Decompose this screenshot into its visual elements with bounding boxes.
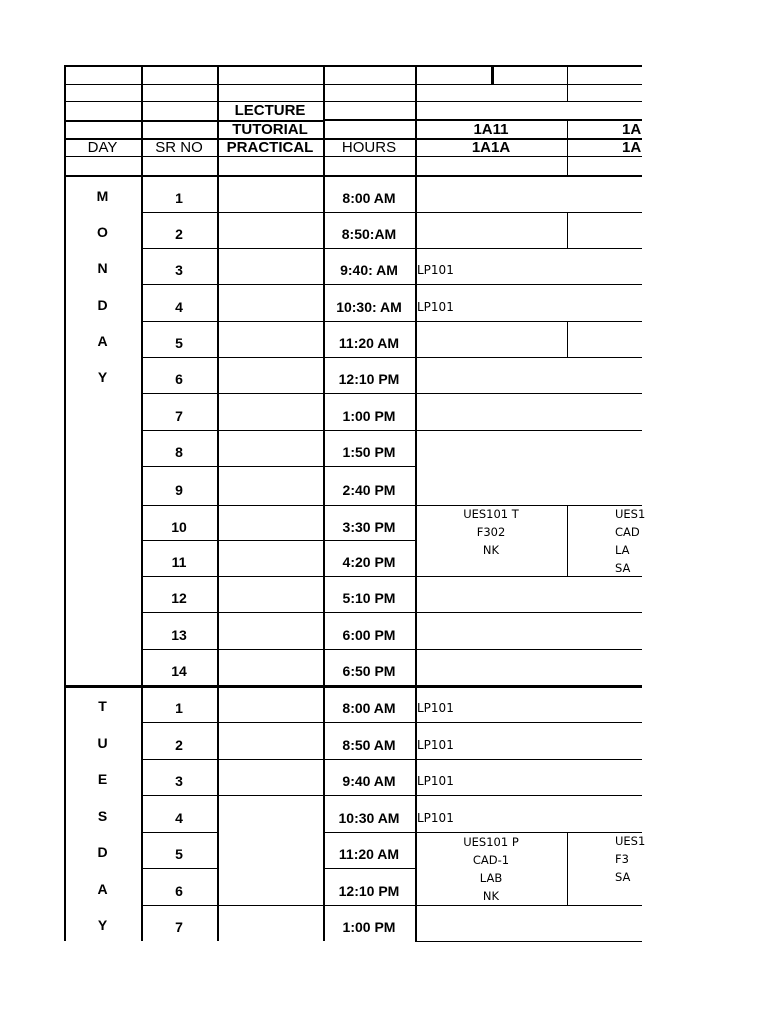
tuesday-letter: Y bbox=[97, 917, 108, 933]
tuesday-class-block-line: NK bbox=[482, 888, 500, 903]
period-time: 3:30 PM bbox=[342, 518, 396, 535]
row-divider bbox=[64, 101, 642, 102]
group-1-subgroup: 1A1A bbox=[471, 138, 511, 156]
monday-letter: A bbox=[97, 333, 108, 349]
period-number: 2 bbox=[175, 226, 183, 242]
period-number: 10 bbox=[171, 518, 187, 535]
monday-class-block-2-line: LA bbox=[615, 542, 630, 557]
period-time: 1:00 PM bbox=[342, 919, 396, 935]
monday-class-block-2-line: CAD bbox=[615, 524, 640, 539]
monday-letter: N bbox=[97, 260, 108, 276]
column-divider bbox=[567, 321, 568, 357]
period-number: 11 bbox=[171, 554, 187, 570]
period-number: 4 bbox=[175, 298, 183, 315]
row-divider bbox=[415, 941, 642, 942]
top-border bbox=[64, 65, 642, 67]
row-divider bbox=[415, 321, 642, 322]
row-divider bbox=[64, 84, 642, 85]
row-divider bbox=[415, 393, 642, 394]
row-divider bbox=[415, 430, 642, 431]
row-divider bbox=[415, 905, 642, 906]
row-divider bbox=[415, 357, 642, 358]
tuesday-letter: E bbox=[97, 771, 108, 787]
header-hours: HOURS bbox=[341, 138, 397, 156]
header-tutorial: TUTORIAL bbox=[232, 120, 308, 138]
period-number: 7 bbox=[175, 407, 183, 424]
header-practical: PRACTICAL bbox=[226, 138, 314, 156]
period-time: 8:00 AM bbox=[342, 699, 396, 716]
period-number: 14 bbox=[171, 663, 187, 679]
row-divider bbox=[415, 795, 642, 796]
monday-letter: D bbox=[97, 296, 108, 313]
monday-letter: M bbox=[96, 187, 109, 204]
period-number: 6 bbox=[175, 882, 183, 899]
monday-class-block bbox=[415, 505, 567, 559]
tuesday-class-block bbox=[415, 832, 567, 905]
period-time: 12:10 PM bbox=[338, 882, 400, 899]
period-number: 5 bbox=[175, 846, 183, 862]
room-cell: LP101 bbox=[417, 700, 454, 715]
period-number: 9 bbox=[175, 481, 183, 498]
period-time: 11:20 AM bbox=[338, 846, 400, 862]
row-divider bbox=[64, 175, 642, 177]
period-time: 9:40 AM bbox=[342, 773, 396, 789]
monday-class-block-line: UES101 T bbox=[463, 507, 519, 521]
room-cell: LP101 bbox=[417, 263, 454, 277]
room-cell: LP101 bbox=[417, 774, 454, 788]
period-number: 8 bbox=[175, 444, 183, 460]
period-time: 6:50 PM bbox=[342, 663, 396, 679]
header-lecture: LECTURE bbox=[234, 101, 306, 119]
tuesday-letter: T bbox=[98, 697, 107, 714]
tuesday-class-block-line: LAB bbox=[479, 870, 503, 885]
group-2-subgroup: 1A bbox=[622, 138, 642, 156]
tuesday-class-block-2-line: UES1 bbox=[615, 834, 646, 848]
monday-class-block-line: F302 bbox=[476, 525, 506, 539]
period-time: 12:10 PM bbox=[338, 371, 400, 387]
row-divider bbox=[415, 284, 642, 285]
period-number: 4 bbox=[175, 809, 183, 826]
period-time: 10:30 AM bbox=[338, 809, 400, 826]
period-number: 1 bbox=[175, 699, 183, 716]
tuesday-letter: A bbox=[97, 880, 108, 897]
monday-class-block-2 bbox=[567, 505, 690, 576]
row-divider bbox=[415, 576, 642, 577]
tuesday-class-block-line: CAD-1 bbox=[472, 852, 510, 867]
row-divider bbox=[415, 759, 642, 760]
period-number: 5 bbox=[175, 335, 183, 351]
period-time: 1:00 PM bbox=[342, 407, 396, 424]
tuesday-letter: S bbox=[97, 807, 108, 824]
period-time: 8:50:AM bbox=[341, 226, 397, 242]
period-number: 3 bbox=[175, 773, 183, 789]
column-divider bbox=[567, 212, 568, 248]
period-time: 2:40 PM bbox=[342, 481, 396, 498]
period-time: 9:40: AM bbox=[340, 262, 398, 278]
period-number: 3 bbox=[175, 262, 183, 278]
tuesday-letter: D bbox=[97, 844, 108, 860]
period-time: 8:50 AM bbox=[342, 736, 396, 753]
row-divider bbox=[64, 156, 642, 157]
row-divider bbox=[415, 248, 642, 249]
period-number: 13 bbox=[171, 626, 187, 643]
row-divider bbox=[415, 612, 642, 613]
period-time: 5:10 PM bbox=[342, 590, 396, 606]
monday-class-block-line: NK bbox=[482, 543, 500, 557]
group-2-code: 1A bbox=[622, 120, 642, 138]
period-time: 1:50 PM bbox=[342, 444, 396, 460]
period-time: 6:00 PM bbox=[342, 626, 396, 643]
tuesday-class-block-2 bbox=[567, 832, 690, 886]
header-day: DAY bbox=[87, 138, 118, 156]
period-time: 11:20 AM bbox=[338, 335, 400, 351]
room-cell: LP101 bbox=[417, 299, 454, 314]
period-number: 7 bbox=[175, 919, 183, 935]
period-time: 10:30: AM bbox=[336, 298, 402, 315]
period-number: 6 bbox=[175, 371, 183, 387]
monday-letter: O bbox=[97, 224, 108, 240]
period-number: 1 bbox=[175, 189, 183, 206]
tuesday-class-block-2-line: F3 bbox=[615, 852, 629, 866]
row-divider bbox=[415, 722, 642, 723]
header-mark bbox=[491, 66, 494, 84]
room-cell: LP101 bbox=[417, 810, 454, 825]
period-number: 2 bbox=[175, 736, 183, 753]
period-number: 12 bbox=[171, 590, 187, 606]
row-divider bbox=[415, 649, 642, 650]
group-1-code: 1A11 bbox=[473, 120, 509, 138]
monday-letter: Y bbox=[97, 369, 108, 385]
room-cell: LP101 bbox=[417, 737, 454, 752]
header-sr-no: SR NO bbox=[155, 138, 203, 156]
period-time: 8:00 AM bbox=[342, 189, 396, 206]
period-time: 4:20 PM bbox=[342, 554, 396, 570]
row-divider bbox=[415, 212, 642, 213]
monday-class-block-2-line: UES1 bbox=[615, 506, 646, 521]
tuesday-letter: U bbox=[97, 734, 108, 751]
monday-class-block-2-line: SA bbox=[615, 560, 631, 575]
tuesday-class-block-line: UES101 P bbox=[463, 834, 519, 849]
tuesday-class-block-2-line: SA bbox=[615, 870, 631, 884]
column-divider bbox=[217, 65, 219, 941]
